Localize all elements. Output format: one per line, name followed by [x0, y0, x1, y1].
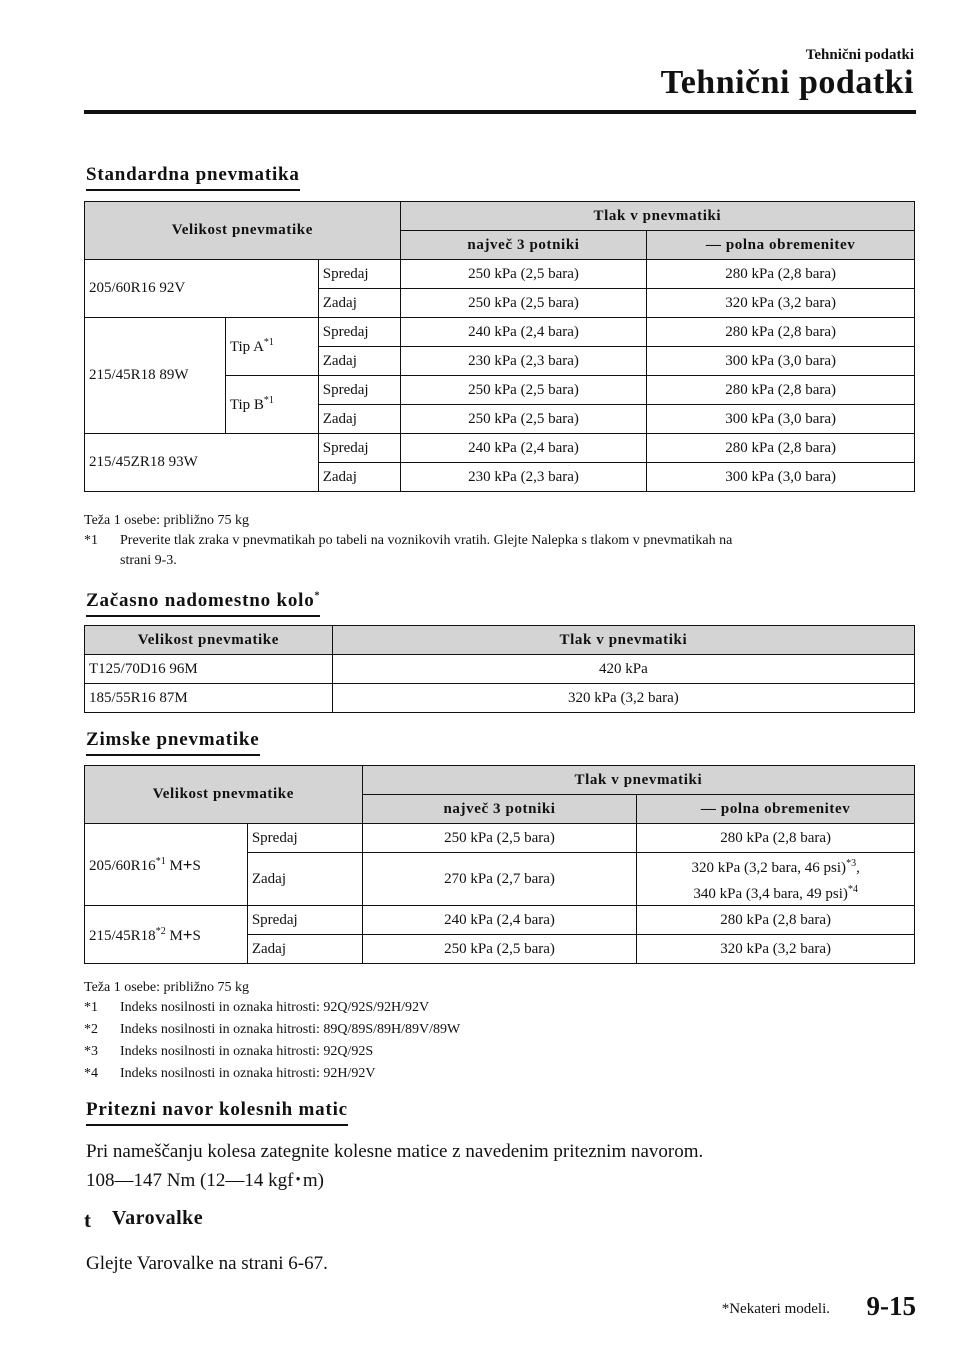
separator: ,: [856, 860, 860, 876]
table-row: [85, 318, 915, 347]
pressure-3: 250 kPa (2,5 bara): [400, 289, 647, 318]
footnote-text: Indeks nosilnosti in oznaka hitrosti: 92Q/92S: [120, 1044, 374, 1059]
tyre-type: [225, 318, 318, 376]
pressure-value: 320 kPa (3,2 bara, 46 psi): [691, 860, 847, 876]
section-title-spare: [86, 590, 320, 617]
spare-tyre-table: [84, 625, 915, 713]
tyre-size: T125/70D16 96M: [85, 655, 333, 684]
ms-m: M: [169, 927, 183, 944]
pressure-full: 300 kPa (3,0 bara): [647, 347, 915, 376]
footnote-ref: *4: [847, 884, 858, 895]
page-number: 9-15: [866, 1291, 916, 1321]
axle: Zadaj: [318, 405, 400, 434]
tyre-type: [225, 376, 318, 434]
header-rule: [84, 110, 916, 114]
footnote: [84, 1042, 373, 1061]
axle: Spredaj: [318, 260, 400, 289]
ms-s: S: [192, 927, 201, 944]
axle: Spredaj: [247, 906, 362, 935]
tyre-size: 215/45R18 89W: [85, 318, 226, 434]
pressure-full: 280 kPa (2,8 bara): [647, 434, 915, 463]
weight-note: Teža 1 osebe: približno 75 kg: [84, 513, 250, 528]
footnote: [84, 1064, 375, 1083]
ms-s: S: [192, 857, 201, 874]
type-label: Tip A: [229, 339, 264, 355]
footnote-text: Preverite tlak zraka v pnevmatikah po tabeli na voznikovih vratih. Glejte Nalepka s tlakom v pnevmatikah na: [120, 533, 733, 548]
pressure-3: 240 kPa (2,4 bara): [400, 434, 647, 463]
pressure-full: 280 kPa (2,8 bara): [647, 376, 915, 405]
axle: Zadaj: [247, 853, 362, 906]
pressure: 320 kPa (3,2 bara): [332, 684, 914, 713]
section-title-text: Začasno nadomestno kolo: [86, 590, 315, 611]
pressure-full: 280 kPa (2,8 bara): [637, 906, 915, 935]
type-label: Tip B: [229, 397, 264, 413]
tyre-size: [85, 906, 248, 964]
footnote-ref: *: [314, 590, 321, 602]
size-text: 205/60R16: [89, 857, 156, 874]
footnote-ref: *1: [263, 395, 274, 406]
pressure-full: 280 kPa (2,8 bara): [647, 260, 915, 289]
tyre-size: 205/60R16 92V: [85, 260, 319, 318]
table-row: [85, 655, 915, 684]
footnote-text: Indeks nosilnosti in oznaka hitrosti: 92Q/92S/92H/92V: [120, 1000, 430, 1015]
axle: Spredaj: [318, 376, 400, 405]
pressure-value: 340 kPa (3,4 bara, 49 psi): [693, 886, 848, 902]
col-header-size: Velikost pnevmatike: [85, 202, 401, 260]
size-text: 215/45R18: [89, 927, 156, 944]
pressure-3: 250 kPa (2,5 bara): [362, 935, 637, 964]
col-header-pressure: Tlak v pnevmatiki: [362, 766, 914, 795]
axle: Zadaj: [318, 463, 400, 492]
table-row: [85, 434, 915, 463]
winter-tyre-table: [84, 765, 915, 964]
running-header-small: Tehnični podatki: [805, 47, 914, 63]
ms-plus: +: [182, 854, 193, 874]
axle: Spredaj: [318, 434, 400, 463]
footnote-mark: *2: [84, 1022, 98, 1037]
tyre-size: 185/55R16 87M: [85, 684, 333, 713]
pressure-full: 280 kPa (2,8 bara): [647, 318, 915, 347]
footer-note: *Nekateri modeli.: [721, 1301, 830, 1317]
footnote-mark: *3: [84, 1044, 98, 1059]
ms-mark: [169, 924, 201, 944]
pressure: 420 kPa: [332, 655, 914, 684]
footnote: [84, 1020, 460, 1039]
pressure-3: 270 kPa (2,7 bara): [362, 853, 637, 906]
pressure-full: 320 kPa (3,2 bara): [637, 935, 915, 964]
col-header-pressure: Tlak v pnevmatiki: [400, 202, 914, 231]
col-header-size: Velikost pnevmatike: [85, 626, 333, 655]
subsection-title-fuses: Varovalke: [112, 1207, 204, 1229]
bullet-icon: t: [84, 1208, 91, 1232]
weight-note: Teža 1 osebe: približno 75 kg: [84, 980, 250, 995]
footnote-ref: *2: [155, 925, 166, 937]
ms-m: M: [169, 857, 183, 874]
axle: Spredaj: [247, 824, 362, 853]
pressure-full: [637, 853, 915, 906]
standard-tyre-table: [84, 201, 915, 492]
pressure-full: 320 kPa (3,2 bara): [647, 289, 915, 318]
col-header-3-passengers: največ 3 potniki: [362, 795, 637, 824]
table-row: [85, 906, 915, 935]
table-row: [85, 824, 915, 853]
page-title: Tehnični podatki: [660, 64, 914, 101]
table-row: [85, 260, 915, 289]
footnote-ref: *1: [263, 337, 274, 348]
section-title-standard: Standardna pnevmatika: [86, 164, 300, 191]
footnote-continued: strani 9-3.: [120, 553, 177, 568]
axle: Spredaj: [318, 318, 400, 347]
footnote-ref: *1: [155, 855, 166, 867]
pressure-full: 300 kPa (3,0 bara): [647, 463, 915, 492]
footnote: [84, 531, 732, 550]
table-row: [85, 684, 915, 713]
pressure-full: 300 kPa (3,0 bara): [647, 405, 915, 434]
ms-mark: [169, 854, 201, 874]
tyre-size: [85, 824, 248, 906]
pressure-3: 240 kPa (2,4 bara): [362, 906, 637, 935]
torque-instruction: Pri nameščanju kolesa zategnite kolesne matice z navedenim priteznim navorom.: [86, 1141, 704, 1162]
section-title-winter: Zimske pnevmatike: [86, 729, 260, 756]
pressure-3: 250 kPa (2,5 bara): [400, 405, 647, 434]
col-header-pressure: Tlak v pnevmatiki: [332, 626, 914, 655]
pressure-3: 250 kPa (2,5 bara): [400, 376, 647, 405]
footnote-mark: *1: [84, 533, 98, 548]
axle: Zadaj: [318, 347, 400, 376]
pressure-3: 250 kPa (2,5 bara): [362, 824, 637, 853]
axle: Zadaj: [318, 289, 400, 318]
col-header-full-load: — polna obremenitev: [647, 231, 915, 260]
section-title-torque: Pritezni navor kolesnih matic: [86, 1099, 348, 1126]
footnote-mark: *4: [84, 1066, 98, 1081]
torque-value: 108―147 Nm (12―14 kgf･m): [86, 1170, 325, 1191]
footnote: [84, 998, 429, 1017]
pressure-3: 230 kPa (2,3 bara): [400, 463, 647, 492]
footnote-text: Indeks nosilnosti in oznaka hitrosti: 92H/92V: [120, 1066, 376, 1081]
col-header-size: Velikost pnevmatike: [85, 766, 363, 824]
axle: Zadaj: [247, 935, 362, 964]
pressure-full: 280 kPa (2,8 bara): [637, 824, 915, 853]
col-header-3-passengers: največ 3 potniki: [400, 231, 647, 260]
footnote-ref: *3: [846, 858, 857, 869]
pressure-3: 230 kPa (2,3 bara): [400, 347, 647, 376]
fuses-reference: Glejte Varovalke na strani 6-67.: [86, 1253, 328, 1274]
footnote-mark: *1: [84, 1000, 98, 1015]
ms-plus: +: [182, 924, 193, 944]
footnote-text: Indeks nosilnosti in oznaka hitrosti: 89Q/89S/89H/89V/89W: [120, 1022, 461, 1037]
tyre-size: 215/45ZR18 93W: [85, 434, 319, 492]
col-header-full-load: — polna obremenitev: [637, 795, 915, 824]
pressure-3: 250 kPa (2,5 bara): [400, 260, 647, 289]
pressure-3: 240 kPa (2,4 bara): [400, 318, 647, 347]
